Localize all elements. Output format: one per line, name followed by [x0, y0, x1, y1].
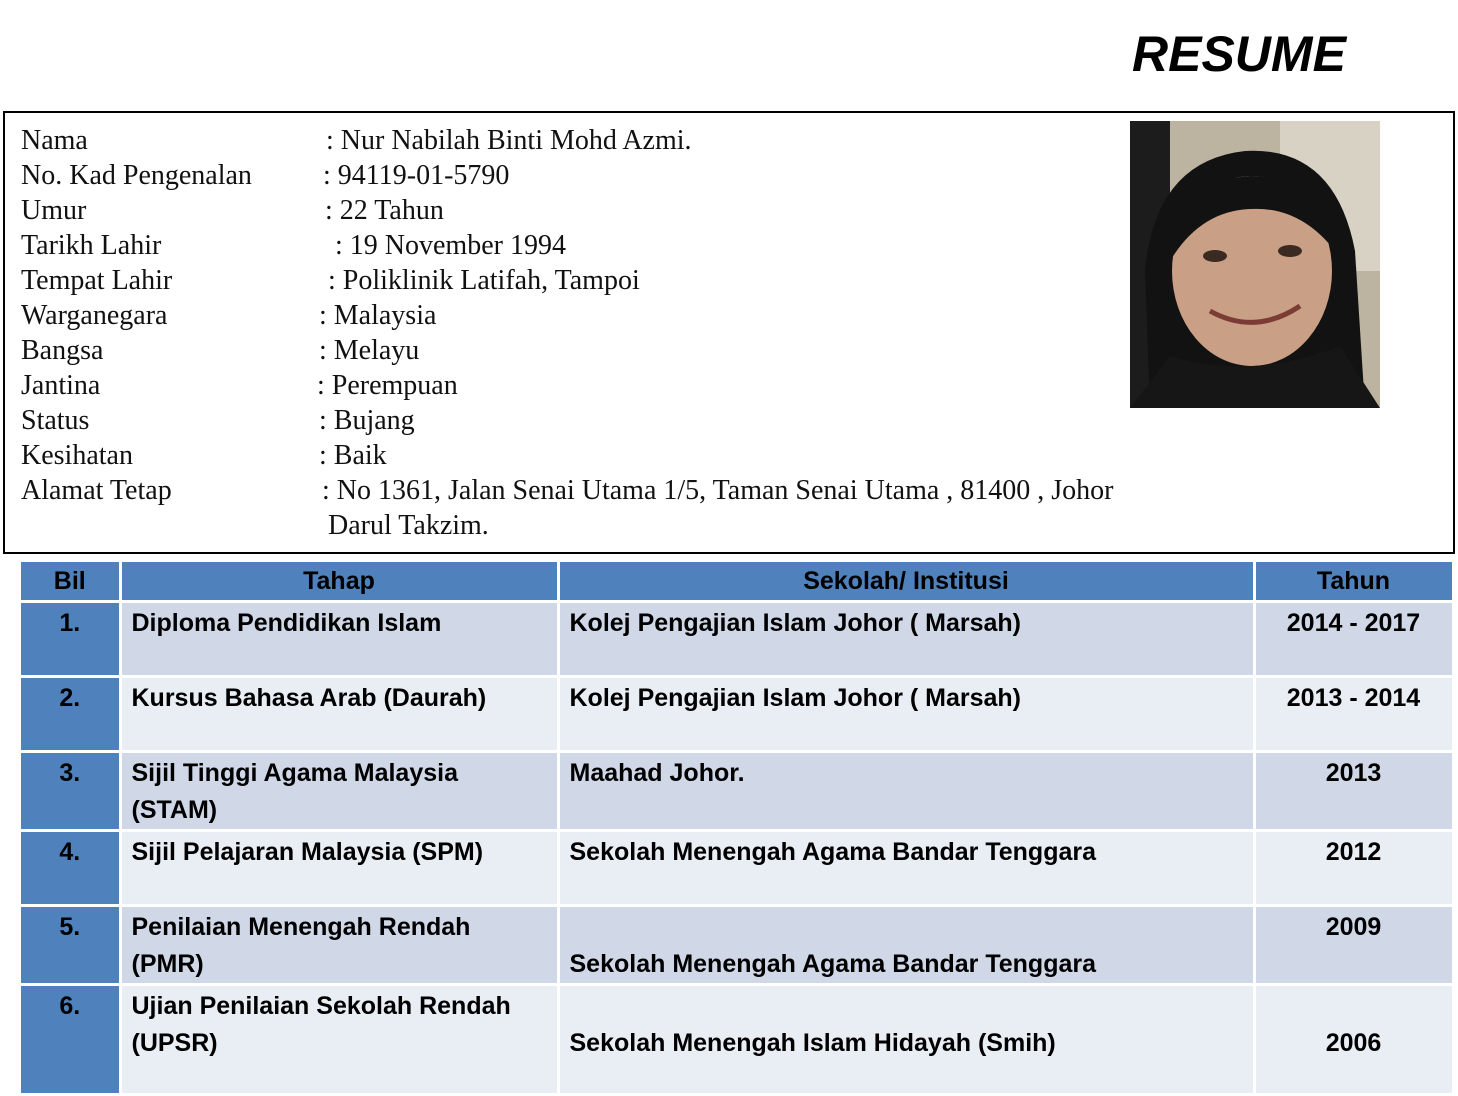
cell-sekolah	[558, 752, 1254, 831]
education-table	[21, 562, 1455, 1096]
bil-text: 5.	[59, 913, 81, 941]
cell-tahap	[120, 906, 558, 985]
cell-bil	[21, 752, 120, 831]
cell-tahun	[1254, 602, 1453, 677]
info-label: Jantina	[21, 370, 101, 401]
cell-bil	[21, 985, 120, 1095]
sekolah-text: Sekolah Menengah Agama Bandar Tenggara	[569, 838, 1097, 866]
info-label: Alamat Tetap	[21, 475, 172, 506]
info-value: : Baik	[319, 440, 387, 471]
bil-text: 2.	[59, 684, 81, 712]
tahap-text: Sijil Pelajaran Malaysia (SPM)	[131, 838, 484, 866]
info-label: Kesihatan	[21, 440, 133, 471]
info-value: Darul Takzim.	[328, 510, 489, 541]
resume-title: RESUME	[1132, 26, 1346, 82]
info-value: : 22 Tahun	[325, 195, 444, 226]
info-value: : 94119-01-5790	[323, 160, 510, 191]
sekolah-text: Kolej Pengajian Islam Johor ( Marsah)	[569, 609, 1022, 637]
sekolah-text: Maahad Johor.	[569, 759, 745, 787]
info-label: Tempat Lahir	[21, 265, 173, 296]
tahap-text: Sijil Tinggi Agama Malaysia (STAM)	[131, 759, 458, 824]
cell-bil	[21, 906, 120, 985]
personal-info-box	[3, 111, 1455, 554]
table-row	[21, 831, 1453, 906]
portrait-illustration	[1130, 121, 1380, 408]
header-bil: Bil	[21, 562, 120, 602]
tahap-text: Kursus Bahasa Arab (Daurah)	[131, 684, 487, 712]
tahap-text: Diploma Pendidikan Islam	[131, 609, 442, 637]
cell-tahun	[1254, 985, 1453, 1095]
tahun-text: 2013 - 2014	[1286, 684, 1421, 712]
sekolah-text: Sekolah Menengah Agama Bandar Tenggara	[569, 950, 1097, 978]
sekolah-text: Sekolah Menengah Islam Hidayah (Smih)	[569, 1029, 1056, 1057]
cell-sekolah	[558, 831, 1254, 906]
info-label: Nama	[21, 125, 88, 156]
info-label: Tarikh Lahir	[21, 230, 162, 261]
cell-sekolah	[558, 906, 1254, 985]
tahun-text: 2006	[1325, 1029, 1382, 1057]
cell-tahun	[1254, 831, 1453, 906]
info-value: : Perempuan	[317, 370, 458, 401]
tahun-text: 2009	[1325, 913, 1382, 941]
bil-text: 1.	[59, 609, 81, 637]
info-label: No. Kad Pengenalan	[21, 160, 252, 191]
tahap-text: Penilaian Menengah Rendah (PMR)	[131, 913, 471, 978]
cell-tahap	[120, 752, 558, 831]
cell-bil	[21, 677, 120, 752]
cell-bil	[21, 831, 120, 906]
info-label: Warganegara	[21, 300, 168, 331]
bil-text: 4.	[59, 838, 81, 866]
table-row	[21, 752, 1453, 831]
cell-tahun	[1254, 906, 1453, 985]
table-row	[21, 906, 1453, 985]
bil-text: 6.	[59, 992, 81, 1020]
info-value: : Melayu	[319, 335, 420, 366]
info-value: : Nur Nabilah Binti Mohd Azmi.	[326, 125, 692, 156]
sekolah-text: Kolej Pengajian Islam Johor ( Marsah)	[569, 684, 1022, 712]
table-row	[21, 677, 1453, 752]
tahun-text: 2012	[1325, 838, 1382, 866]
header-tahap: Tahap	[120, 562, 558, 602]
info-label: Bangsa	[21, 335, 104, 366]
cell-tahap	[120, 985, 558, 1095]
cell-tahap	[120, 831, 558, 906]
cell-sekolah	[558, 602, 1254, 677]
info-value: : 19 November 1994	[335, 230, 566, 261]
info-label: Umur	[21, 195, 87, 226]
info-label: Status	[21, 405, 90, 436]
tahun-text: 2013	[1325, 759, 1382, 787]
profile-photo	[1130, 121, 1380, 408]
header-sekolah: Sekolah/ Institusi	[558, 562, 1254, 602]
cell-tahap	[120, 677, 558, 752]
header-tahun: Tahun	[1254, 562, 1453, 602]
info-value: : Malaysia	[319, 300, 437, 331]
info-value: : Poliklinik Latifah, Tampoi	[328, 265, 640, 296]
tahun-text: 2014 - 2017	[1286, 609, 1421, 637]
cell-sekolah	[558, 985, 1254, 1095]
cell-tahun	[1254, 752, 1453, 831]
tahap-text: Ujian Penilaian Sekolah Rendah (UPSR)	[131, 992, 511, 1057]
cell-tahun	[1254, 677, 1453, 752]
table-header-row	[21, 562, 1453, 602]
cell-tahap	[120, 602, 558, 677]
cell-sekolah	[558, 677, 1254, 752]
table-row	[21, 602, 1453, 677]
info-value: : No 1361, Jalan Senai Utama 1/5, Taman Senai Utama , 81400 , Johor	[322, 475, 1114, 506]
bil-text: 3.	[59, 759, 81, 787]
cell-bil	[21, 602, 120, 677]
table-row	[21, 985, 1453, 1095]
info-value: : Bujang	[319, 405, 415, 436]
